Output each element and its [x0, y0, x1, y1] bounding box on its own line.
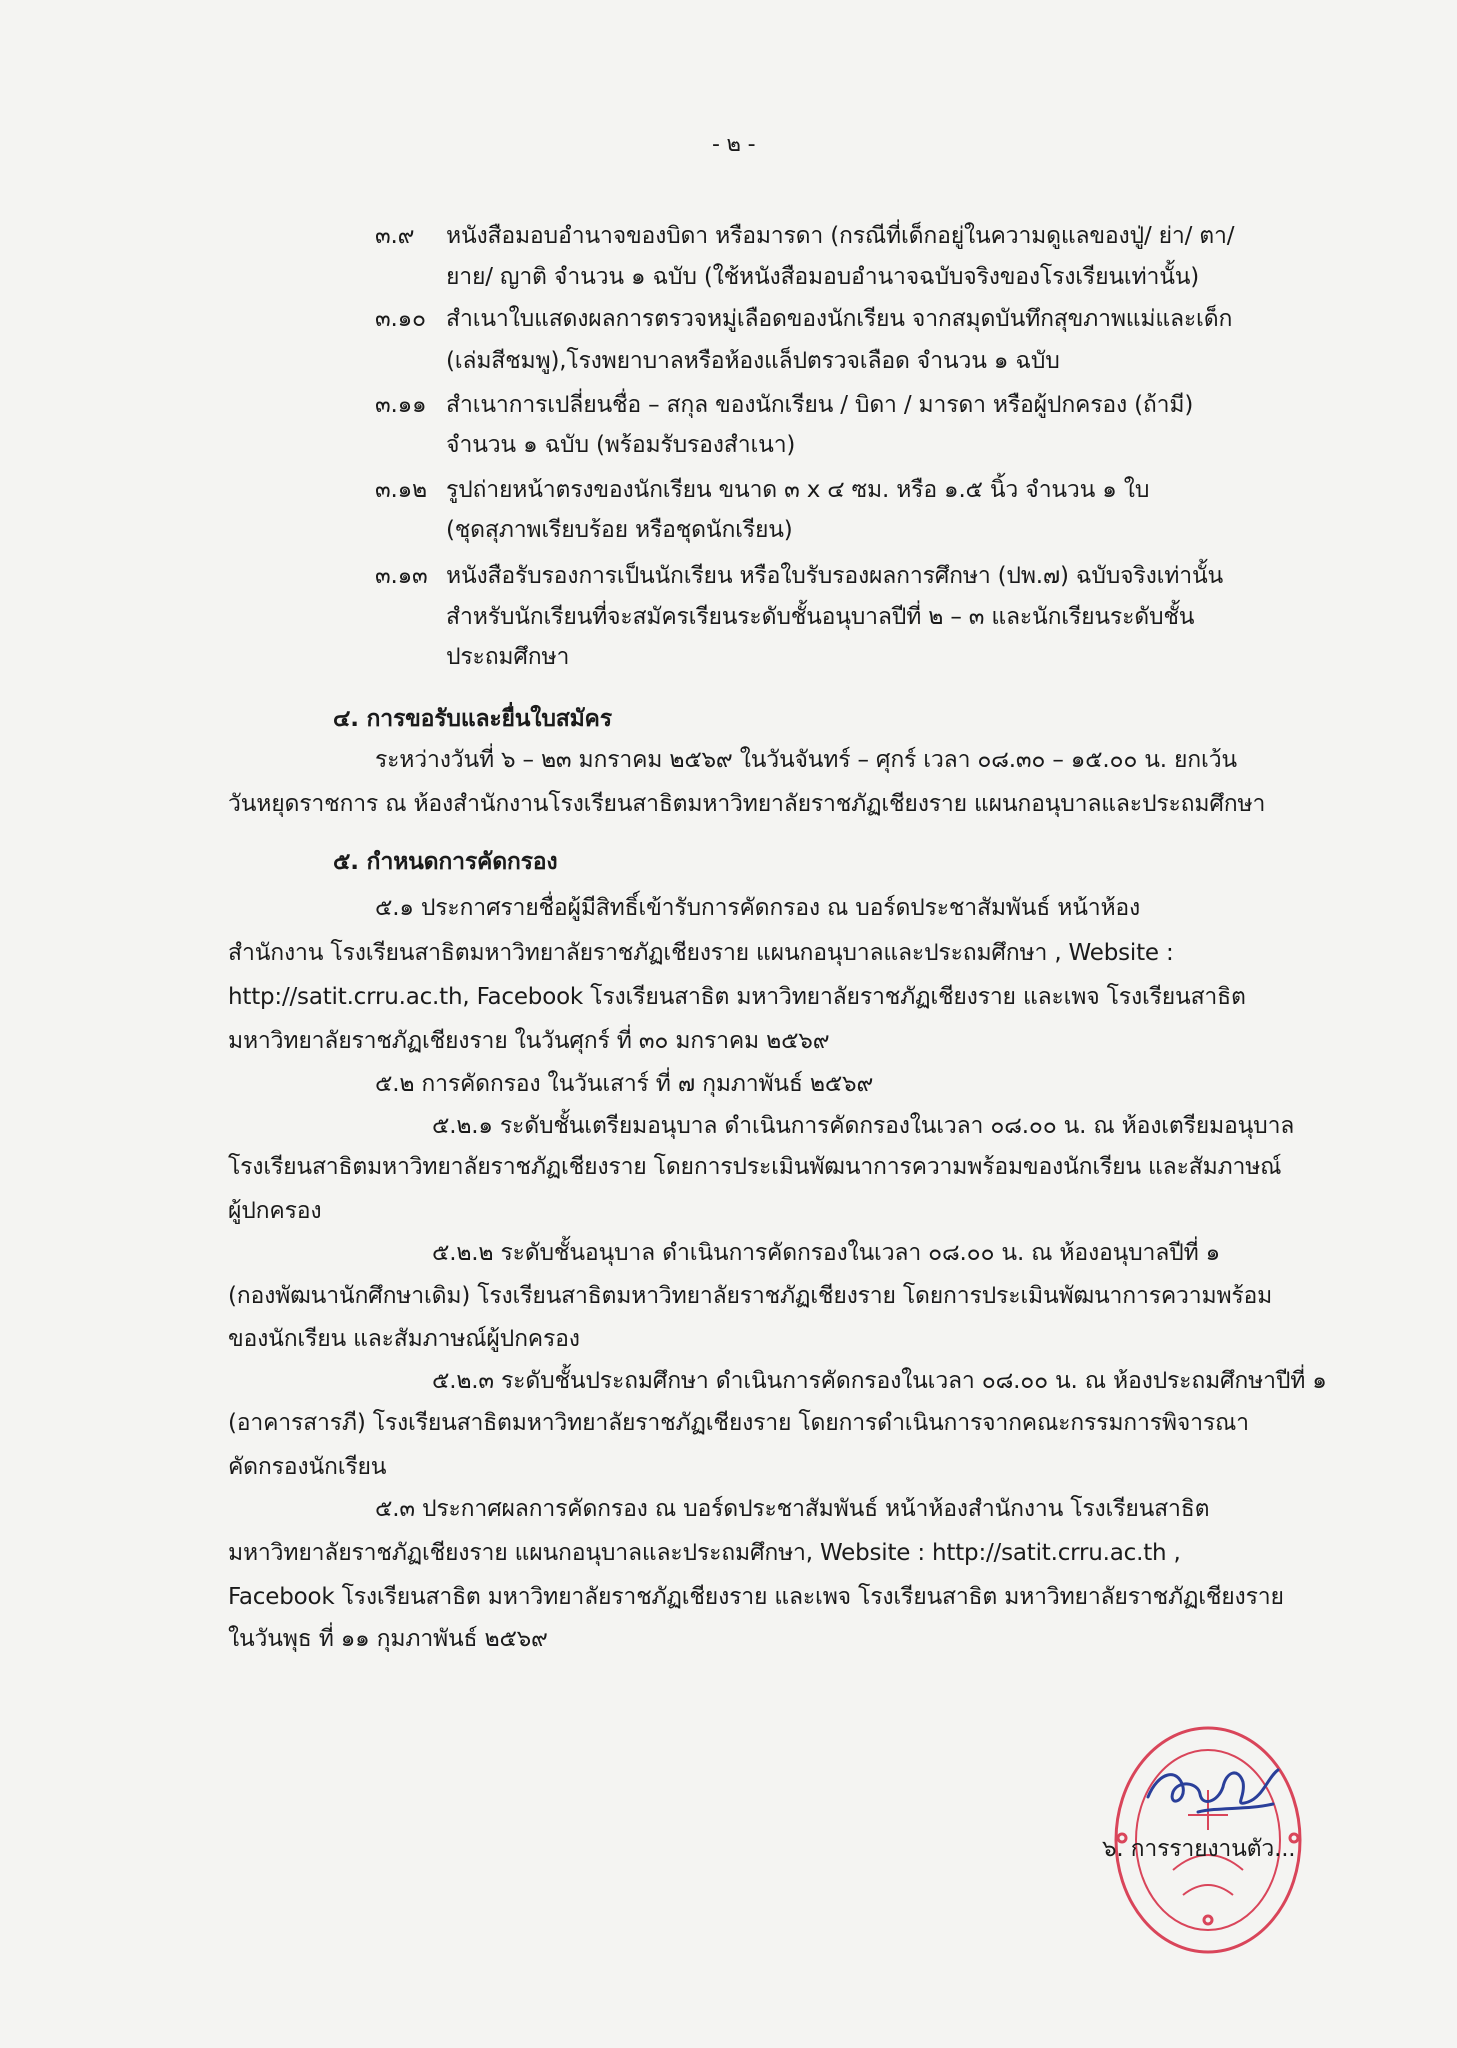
signature [1138, 1752, 1288, 1822]
item-3-10-line-2: (เล่มสีชมพู),โรงพยาบาลหรือห้องแล็ปตรวจเลือด จำนวน ๑ ฉบับ [446, 348, 1060, 374]
item-number-3-12: ๓.๑๒ [375, 477, 427, 503]
section-4-line-2: วันหยุดราชการ ณ ห้องสำนักงานโรงเรียนสาธิตมหาวิทยาลัยราชภัฏเชียงราย แผนกอนุบาลและประถมศึกษา [228, 791, 1266, 817]
item-3-9-line-2: ยาย/ ญาติ จำนวน ๑ ฉบับ (ใช้หนังสือมอบอำนาจฉบับจริงของโรงเรียนเท่านั้น) [446, 264, 1200, 290]
section-5-3-line-3: Facebook โรงเรียนสาธิต มหาวิทยาลัยราชภัฏเชียงราย และเพจ โรงเรียนสาธิต มหาวิทยาลัยราชภัฏเชียงราย [228, 1584, 1284, 1610]
section-5-3-line-1: ๕.๓ ประกาศผลการคัดกรอง ณ บอร์ดประชาสัมพันธ์ หน้าห้องสำนักงาน โรงเรียนสาธิต [375, 1496, 1210, 1522]
item-3-13-line-2: สำหรับนักเรียนที่จะสมัครเรียนระดับชั้นอนุบาลปีที่ ๒ – ๓ และนักเรียนระดับชั้น [446, 604, 1195, 630]
section-5-2-2-line-2: (กองพัฒนานักศึกษาเดิม) โรงเรียนสาธิตมหาวิทยาลัยราชภัฏเชียงราย โดยการประเมินพัฒนาการความพร้อม [228, 1283, 1273, 1309]
section-5-2-3-line-1: ๕.๒.๓ ระดับชั้นประถมศึกษา ดำเนินการคัดกรองในเวลา ๐๘.๐๐ น. ณ ห้องประถมศึกษาปีที่ ๑ [432, 1368, 1327, 1394]
section-5-heading: ๕. กำหนดการคัดกรอง [333, 849, 558, 875]
section-5-2: ๕.๒ การคัดกรอง ในวันเสาร์ ที่ ๗ กุมภาพันธ์ ๒๕๖๙ [375, 1071, 874, 1097]
section-5-1-line-4: มหาวิทยาลัยราชภัฏเชียงราย ในวันศุกร์ ที่ ๓๐ มกราคม ๒๕๖๙ [228, 1028, 830, 1054]
section-5-2-3-line-2: (อาคารสารภี) โรงเรียนสาธิตมหาวิทยาลัยราชภัฏเชียงราย โดยการดำเนินการจากคณะกรรมการพิจารณา [228, 1410, 1249, 1436]
section-4-heading: ๔. การขอรับและยื่นใบสมัคร [333, 706, 612, 732]
section-5-2-1-line-2: โรงเรียนสาธิตมหาวิทยาลัยราชภัฏเชียงราย โดยการประเมินพัฒนาการความพร้อมของนักเรียน และสัมภาษณ์ [228, 1154, 1282, 1180]
item-3-12-line-2: (ชุดสุภาพเรียบร้อย หรือชุดนักเรียน) [446, 517, 793, 543]
section-4-line-1: ระหว่างวันที่ ๖ – ๒๓ มกราคม ๒๕๖๙ ในวันจันทร์ – ศุกร์ เวลา ๐๘.๓๐ – ๑๕.๐๐ น. ยกเว้น [375, 747, 1237, 773]
section-5-2-1-line-3: ผู้ปกครอง [228, 1198, 322, 1224]
item-number-3-9: ๓.๙ [375, 223, 415, 249]
section-5-2-1-line-1: ๕.๒.๑ ระดับชั้นเตรียมอนุบาล ดำเนินการคัดกรองในเวลา ๐๘.๐๐ น. ณ ห้องเตรียมอนุบาล [432, 1113, 1295, 1139]
item-3-9-line-1: หนังสือมอบอำนาจของบิดา หรือมารดา (กรณีที่เด็กอยู่ในความดูแลของปู่/ ย่า/ ตา/ [446, 223, 1235, 249]
item-3-11-line-2: จำนวน ๑ ฉบับ (พร้อมรับรองสำเนา) [446, 432, 796, 458]
item-3-11-line-1: สำเนาการเปลี่ยนชื่อ – สกุล ของนักเรียน / บิดา / มารดา หรือผู้ปกครอง (ถ้ามี) [446, 392, 1194, 418]
section-5-2-2-line-1: ๕.๒.๒ ระดับชั้นอนุบาล ดำเนินการคัดกรองในเวลา ๐๘.๐๐ น. ณ ห้องอนุบาลปีที่ ๑ [432, 1240, 1221, 1266]
section-5-1-line-3: http://satit.crru.ac.th, Facebook โรงเรียนสาธิต มหาวิทยาลัยราชภัฏเชียงราย และเพจ โรงเรียนสาธิต [228, 984, 1246, 1010]
section-5-2-3-line-3: คัดกรองนักเรียน [228, 1454, 387, 1480]
item-number-3-11: ๓.๑๑ [375, 392, 427, 418]
section-5-1-line-1: ๕.๑ ประกาศรายชื่อผู้มีสิทธิ์เข้ารับการคัดกรอง ณ บอร์ดประชาสัมพันธ์ หน้าห้อง [375, 895, 1141, 921]
continuation-note: ๖. การรายงานตัว... [1102, 1836, 1296, 1862]
item-3-13-line-3: ประถมศึกษา [446, 644, 570, 670]
item-3-13-line-1: หนังสือรับรองการเป็นนักเรียน หรือใบรับรองผลการศึกษา (ปพ.๗) ฉบับจริงเท่านั้น [446, 563, 1223, 589]
item-number-3-13: ๓.๑๓ [375, 563, 428, 589]
item-3-12-line-1: รูปถ่ายหน้าตรงของนักเรียน ขนาด ๓ x ๔ ซม. หรือ ๑.๕ นิ้ว จำนวน ๑ ใบ [446, 477, 1150, 503]
item-number-3-10: ๓.๑๐ [375, 306, 426, 332]
section-5-3-line-2: มหาวิทยาลัยราชภัฏเชียงราย แผนกอนุบาลและประถมศึกษา, Website : http://satit.crru.ac.th , [228, 1540, 1181, 1566]
section-5-3-line-4: ในวันพุธ ที่ ๑๑ กุมภาพันธ์ ๒๕๖๙ [228, 1626, 548, 1652]
section-5-2-2-line-3: ของนักเรียน และสัมภาษณ์ผู้ปกครอง [228, 1326, 580, 1352]
section-5-1-line-2: สำนักงาน โรงเรียนสาธิตมหาวิทยาลัยราชภัฏเชียงราย แผนกอนุบาลและประถมศึกษา , Website : [228, 940, 1174, 966]
page-number: - ๒ - [712, 132, 756, 157]
item-3-10-line-1: สำเนาใบแสดงผลการตรวจหมู่เลือดของนักเรียน จากสมุดบันทึกสุขภาพแม่และเด็ก [446, 306, 1233, 332]
